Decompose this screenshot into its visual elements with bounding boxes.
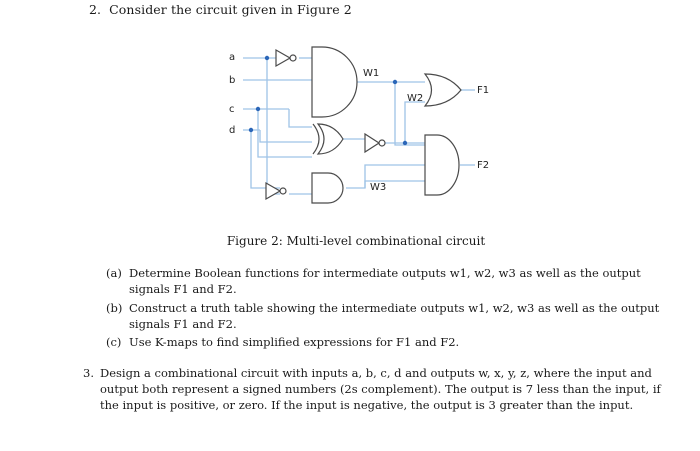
xor-gate-w2 (313, 124, 343, 154)
and-gate-f2 (425, 135, 459, 195)
part-a-label: (a) (106, 266, 122, 280)
part-c-label: (c) (106, 335, 122, 349)
input-label-d: d (229, 125, 236, 136)
wire-label-w2: W2 (407, 93, 424, 104)
and-gate-w3 (312, 173, 343, 203)
output-label-f2: F2 (477, 160, 490, 171)
input-label-b: b (229, 75, 236, 86)
question-3 (83, 365, 663, 413)
question-2-text: Consider the circuit given in Figure 2 (109, 2, 352, 17)
part-b (106, 300, 666, 332)
not-gate-d (266, 183, 286, 199)
question-3-text: Design a combinational circuit with inputs a, b, c, d and outputs w, x, y, z, where the input and output both represent a signed numbers (2s complement). The output is 7 less than the input, if the input is positive, or zero. If the input is negative, the output is 3 greater than the input. (100, 366, 661, 412)
or-gate-f1 (425, 74, 461, 106)
part-c-text: Use K-maps to find simplified expressions for F1 and F2. (129, 335, 460, 349)
not-gate-w2 (365, 134, 385, 152)
output-label-f1: F1 (477, 85, 490, 96)
part-b-text: Construct a truth table showing the intermediate outputs w1, w2, w3 as well as the output signals F1 and F2. (129, 301, 660, 331)
input-label-a: a (229, 52, 236, 63)
input-label-c: c (229, 104, 235, 115)
part-b-label: (b) (106, 301, 123, 315)
wire-label-w1: W1 (363, 68, 380, 79)
figure-caption: Figure 2: Multi-level combinational circuit (226, 234, 486, 248)
part-c (106, 334, 666, 350)
and-gate-w1 (312, 47, 357, 117)
not-gate-a (276, 50, 296, 66)
part-a (106, 265, 666, 297)
question-3-number: 3. (83, 366, 94, 380)
question-2-number: 2. (89, 2, 102, 17)
part-a-text: Determine Boolean functions for intermediate outputs w1, w2, w3 as well as the output signals F1 and F2. (129, 266, 641, 296)
wire-label-w3: W3 (370, 182, 387, 193)
